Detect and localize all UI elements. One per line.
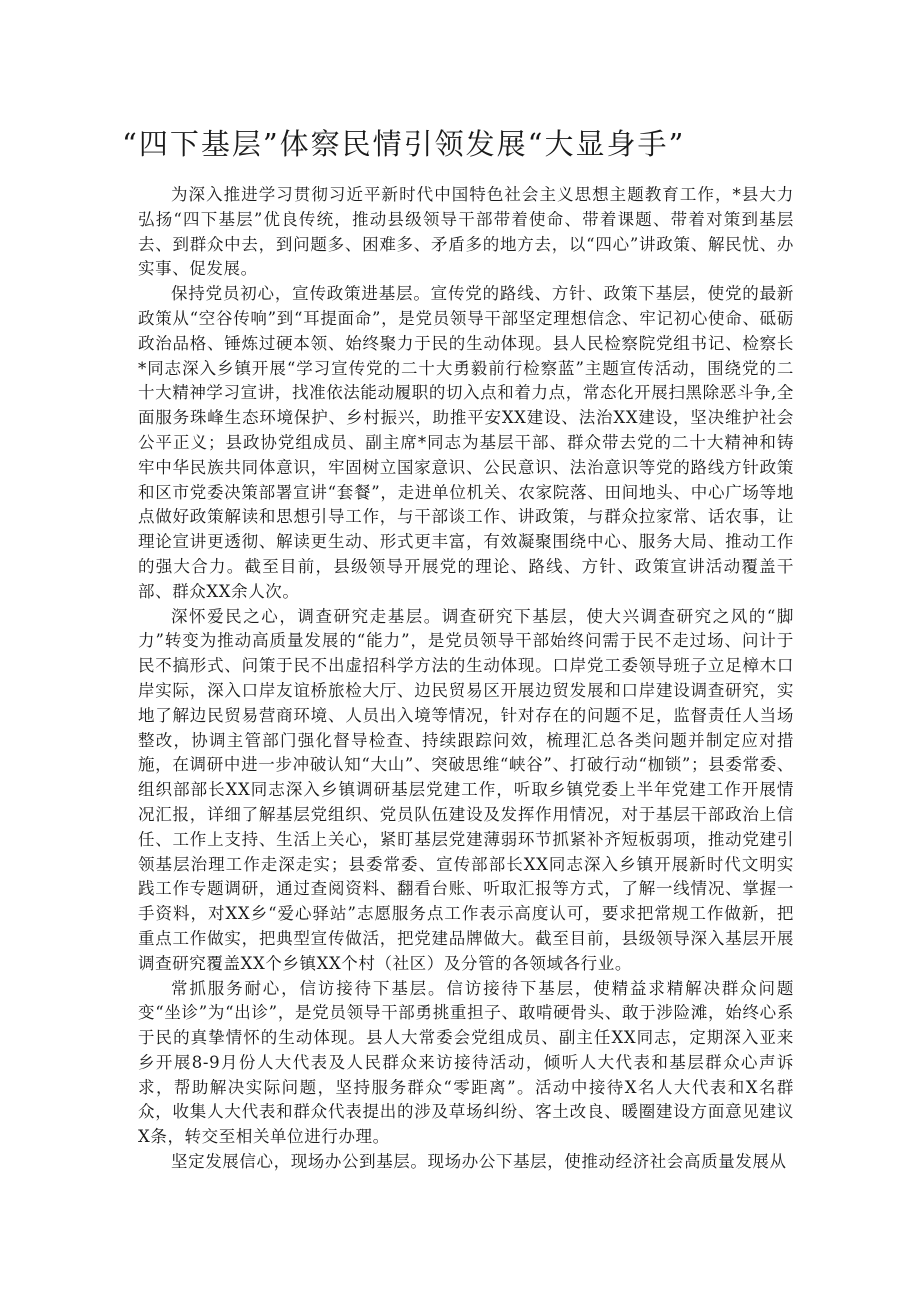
paragraph-petition-reception: 常抓服务耐心，信访接待下基层。信访接待下基层，使精益求精解决群众问题变“坐诊”为“出诊”，是党员领导干部勇挑重担子、敢啃硬骨头、敢于涉险滩，始终心系于民的真挚情怀的生动体现。县人大常委会党组成员、副主任XX同志，定期深入亚来乡开展8-9月份人大代表及人民群众来访接待活动，倾听人大代表和基层群众心声诉求，帮助解决实际问题，坚持服务群众“零距离”。活动中接待X名人大代表和X名群众，收集人大代表和群众代表提出的涉及草场纠纷、客土改良、暖圈建设方面意见建议X条，转交至相关单位进行办理。 — [138, 978, 794, 1147]
paragraph-intro: 为深入推进学习贯彻习近平新时代中国特色社会主义思想主题教育工作，*县大力弘扬“四下基层”优良传统，推动县级领导干部带着使命、带着课题、带着对策到基层去、到群众中去，到问题多、困难多、矛盾多的地方去，以“四心”讲政策、解民忧、办实事、促发展。 — [138, 185, 794, 279]
paragraph-onsite-office: 坚定发展信心，现场办公到基层。现场办公下基层，使推动经济社会高质量发展从 — [171, 1152, 787, 1172]
document-title: “四下基层”体察民情引领发展“大显身手” — [122, 127, 686, 161]
document-body — [138, 183, 794, 1175]
paragraph-field-research: 深怀爱民之心，调查研究走基层。调查研究下基层，使大兴调查研究之风的“脚力”转变为推动高质量发展的“能力”，是党员领导干部始终问需于民不走过场、问计于民不搞形式、问策于民不出虚招科学方法的生动体现。口岸党工委领导班子立足樟木口岸实际，深入口岸友谊桥旅检大厅、边民贸易区开展边贸发展和口岸建设调查研究，实地了解边民贸易营商环境、人员出入境等情况，针对存在的问题不足，监督责任人当场整改，协调主管部门强化督导检查、持续跟踪问效，梳理汇总各类问题并制定应对措施，在调研中进一步冲破认知“大山”、突破思维“峡谷”、打破行动“枷锁”；县委常委、组织部部长XX同志深入乡镇调研基层党建工作，听取乡镇党委上半年党建工作开展情况汇报，详细了解基层党组织、党员队伍建设及发挥作用情况，对于基层干部政治上信任、工作上支持、生活上关心，紧盯基层党建薄弱环节抓紧补齐短板弱项，推动党建引领基层治理工作走深走实；县委常委、宣传部部长XX同志深入乡镇开展新时代文明实践工作专题调研，通过查阅资料、翻看台账、听取汇报等方式，了解一线情况、掌握一手资料，对XX乡“爱心驿站”志愿服务点工作表示高度认可，要求把常规工作做新，把重点工作做实，把典型宣传做活，把党建品牌做大。截至目前，县级领导深入基层开展调查研究覆盖XX个乡镇XX个村（社区）及分管的各领域各行业。 — [138, 606, 794, 973]
paragraph-policy-publicity: 保持党员初心，宣传政策进基层。宣传党的路线、方针、政策下基层，使党的最新政策从“空谷传响”到“耳提面命”，是党员领导干部坚定理想信念、牢记初心使命、砥砺政治品格、锤炼过硬本领、始终聚力于民的生动体现。县人民检察院党组书记、检察长*同志深入乡镇开展“学习宣传党的二十大勇毅前行检察蓝”主题宣传活动，围绕党的二十大精神学习宣讲，找准依法能动履职的切入点和着力点，常态化开展扫黑除恶斗争,全面服务珠峰生态环境保护、乡村振兴，助推平安XX建设、法治XX建设，坚决维护社会公平正义；县政协党组成员、副主席*同志为基层干部、群众带去党的二十大精神和铸牢中华民族共同体意识，牢固树立国家意识、公民意识、法治意识等党的路线方针政策和区市党委决策部署宣讲“套餐”，走进单位机关、农家院落、田间地头、中心广场等地点做好政策解读和思想引导工作，与干部谈工作、讲政策，与群众拉家常、话农事，让理论宣讲更透彻、解读更生动、形式更丰富，有效凝聚围绕中心、服务大局、推动工作的强大合力。截至目前，县级领导开展党的理论、路线、方针、政策宣讲活动覆盖干部、群众XX余人次。 — [138, 284, 794, 601]
